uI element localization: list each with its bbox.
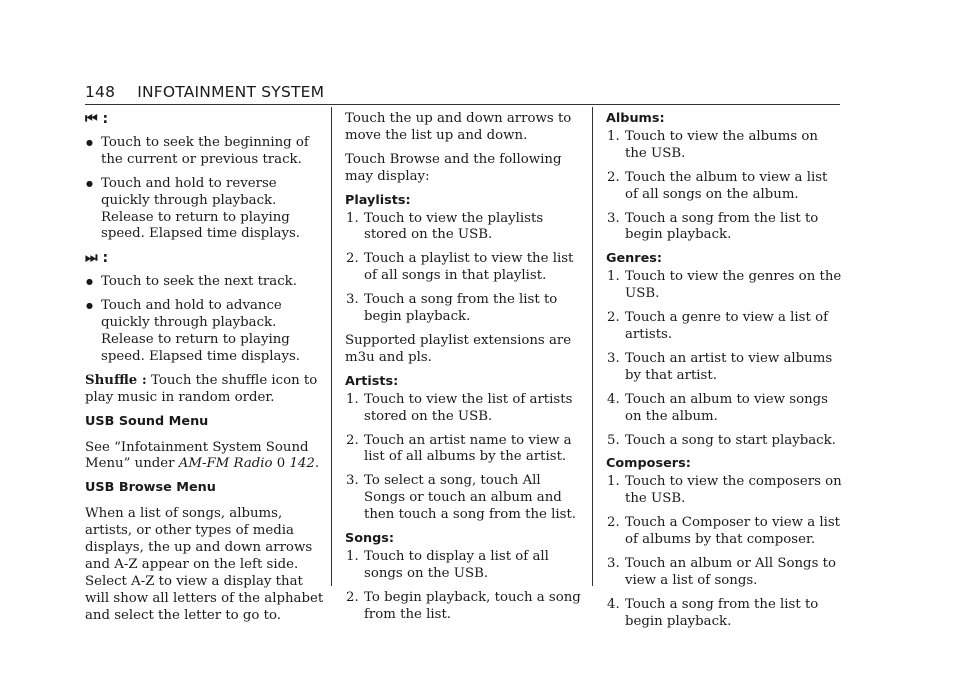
column-divider xyxy=(331,107,332,586)
usb-sound-menu-heading: USB Sound Menu xyxy=(85,413,209,429)
page-ref-arrow-icon: 0 xyxy=(276,456,286,472)
column-divider xyxy=(592,107,593,586)
list-item: 1. Touch to view the list of artists stored on the USB. xyxy=(346,391,573,424)
column-1 xyxy=(85,111,325,632)
list-item: 5. Touch a song to start playback. xyxy=(607,432,836,448)
list-item: 2. Touch a Composer to view a list of albums by that composer. xyxy=(607,515,841,548)
sound-menu-text: See “Infotainment System Sound Menu” under xyxy=(85,439,309,472)
list-item: ● Touch to seek the beginning of the current or previous track. xyxy=(85,135,325,169)
list-item: 2. Touch an artist name to view a list of all albums by the artist. xyxy=(346,432,572,465)
section-title: INFOTAINMENT SYSTEM xyxy=(137,83,325,101)
list-item: 1. Touch to view the playlists stored on the USB. xyxy=(346,210,544,243)
usb-browse-menu-heading: USB Browse Menu xyxy=(85,480,216,496)
genres-heading: Genres: xyxy=(606,251,663,267)
list-item: 1. Touch to view the genres on the USB. xyxy=(607,269,842,302)
list-item: 4. Touch a song from the list to begin playback. xyxy=(607,596,819,629)
page-header xyxy=(85,83,840,105)
list-item: 2. To begin playback, touch a song from the list. xyxy=(346,589,581,622)
arrows-paragraph: Touch the up and down arrows to move the list up and down. xyxy=(345,111,572,143)
list-item: ● Touch and hold to reverse quickly through playback. Release to return to playing speed. Elapsed time displays. xyxy=(85,176,325,244)
list-item: 1. Touch to view the composers on the USB. xyxy=(607,474,842,507)
list-item: 3. Touch a song from the list to begin playback. xyxy=(346,292,558,325)
shuffle-label: Shuffle : xyxy=(85,372,147,388)
list-item: 3. Touch a song from the list to begin playback. xyxy=(607,210,819,243)
list-item: 3. To select a song, touch All Songs or touch an album and then touch a song from the list. xyxy=(346,473,577,523)
list-item: 1. Touch to display a list of all songs on the USB. xyxy=(346,548,549,581)
playlists-heading: Playlists: xyxy=(345,192,411,208)
browse-intro-paragraph: Touch Browse and the following may display: xyxy=(345,151,562,184)
sound-menu-end: . xyxy=(314,456,320,472)
composers-heading: Composers: xyxy=(606,456,691,472)
previous-track-icon: ⏮ : xyxy=(85,111,109,127)
list-item: 1. Touch to view the albums on the USB. xyxy=(607,128,818,161)
list-item: 2. Touch the album to view a list of all songs on the album. xyxy=(607,169,828,202)
list-item: 2. Touch a genre to view a list of artists. xyxy=(607,310,828,342)
list-item: ● Touch and hold to advance quickly through playback. Release to return to playing speed. Elapsed time displays. xyxy=(85,298,325,366)
column-2 xyxy=(345,111,583,631)
sound-menu-paragraph xyxy=(85,440,325,474)
am-fm-radio-link[interactable]: AM-FM Radio xyxy=(178,456,273,472)
browse-menu-paragraph: When a list of songs, albums, artists, or other types of media displays, the up and down arrows and A-Z appear on the left side. Select A-Z to view a display that will show all letters of the alphabet and select the letter to go to. xyxy=(85,506,324,623)
page-ref-number[interactable]: 142 xyxy=(289,456,315,472)
list-item: 4. Touch an album to view songs on the album. xyxy=(607,391,828,424)
list-item: 3. Touch an artist to view albums by that artist. xyxy=(607,350,833,383)
albums-heading: Albums: xyxy=(606,111,665,126)
header-rule xyxy=(85,104,840,105)
artists-heading: Artists: xyxy=(345,373,399,389)
page-number: 148 xyxy=(85,83,116,101)
shuffle-text: Touch the shuffle icon to play music in random order. xyxy=(85,372,318,405)
songs-heading: Songs: xyxy=(345,531,395,547)
extensions-paragraph: Supported playlist extensions are m3u and pls. xyxy=(345,332,572,365)
next-track-icon: ⏭ : xyxy=(85,250,109,267)
shuffle-paragraph xyxy=(85,373,325,407)
list-item: 2. Touch a playlist to view the list of all songs in that playlist. xyxy=(346,251,574,284)
column-3 xyxy=(606,111,842,638)
list-item: 3. Touch an album or All Songs to view a list of songs. xyxy=(607,555,836,588)
list-item: ● Touch to seek the next track. xyxy=(85,274,325,291)
